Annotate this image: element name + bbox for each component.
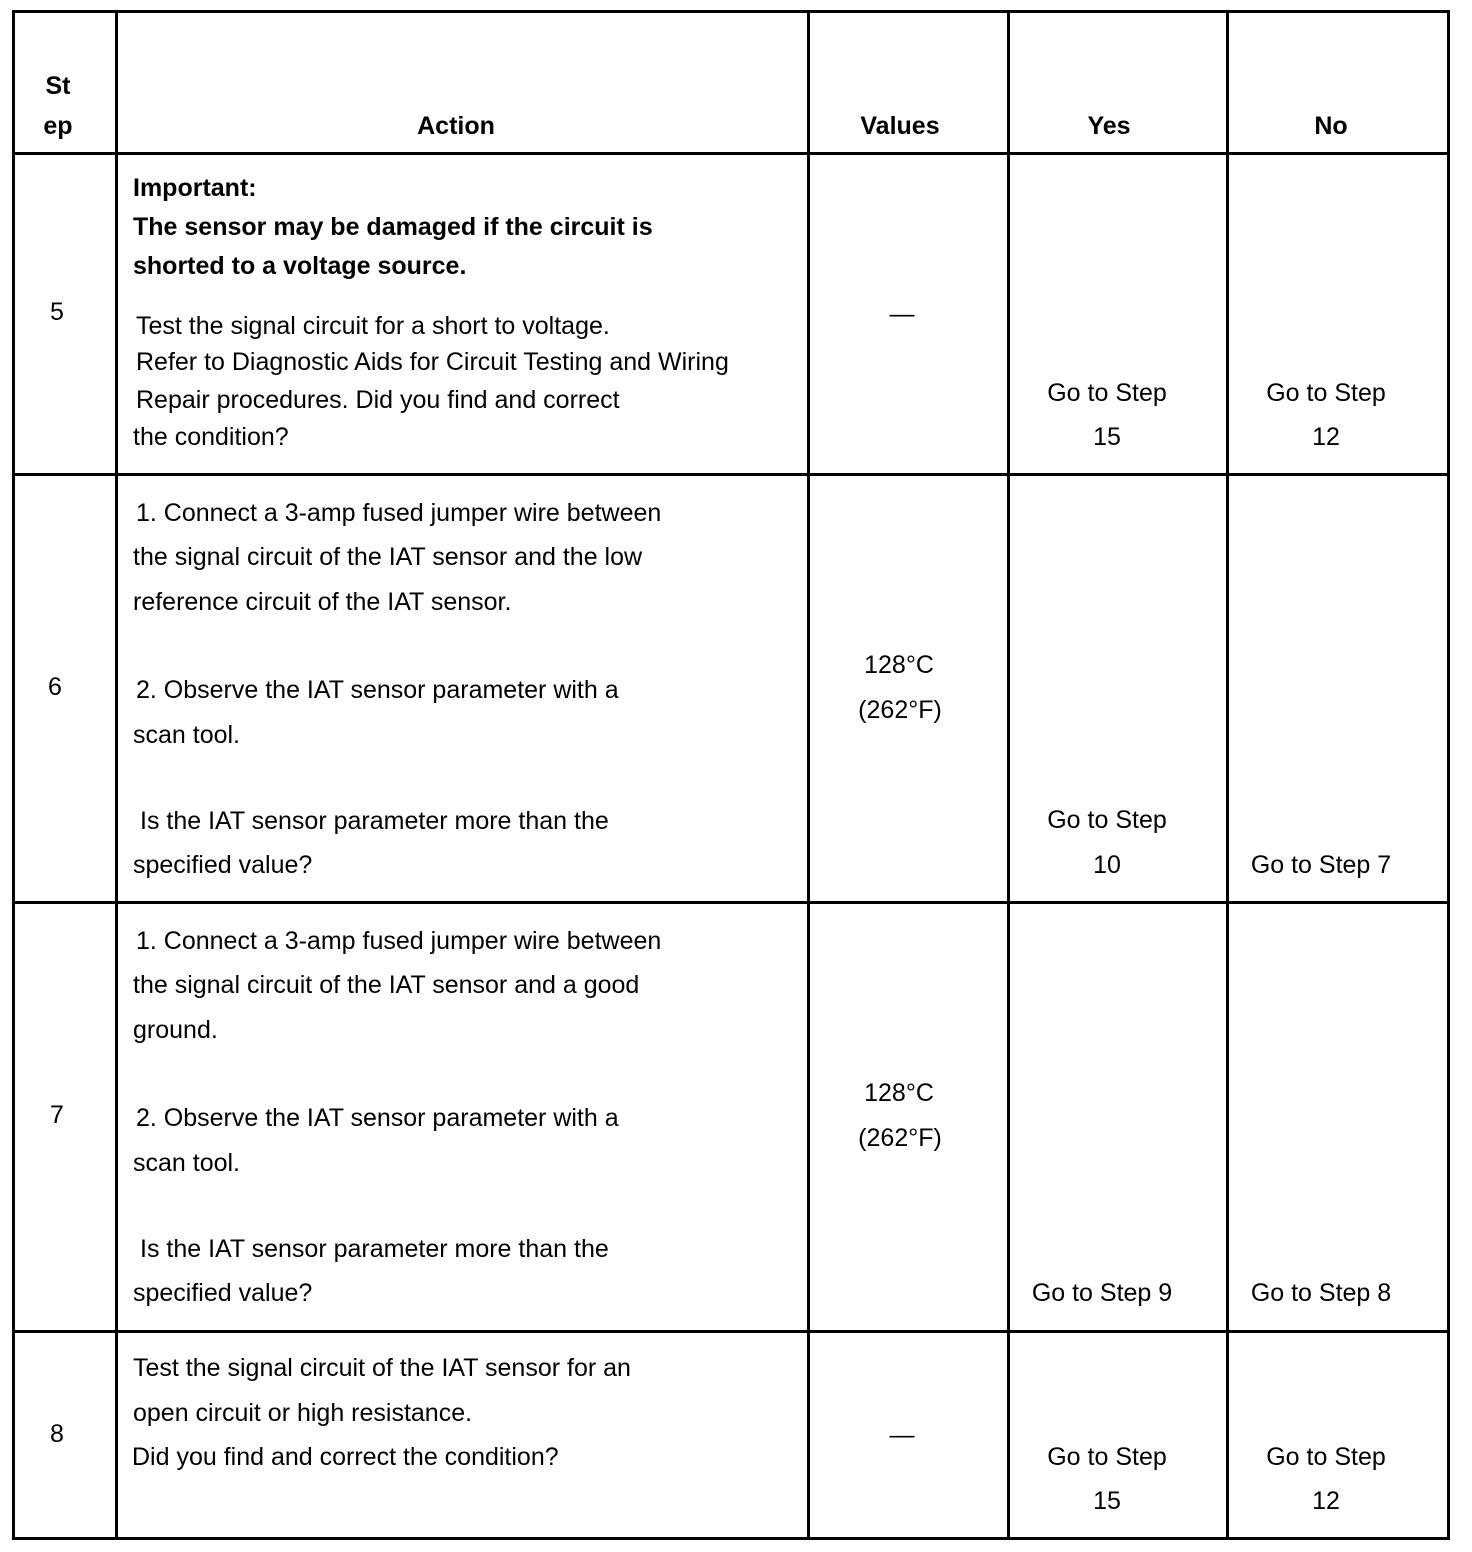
action-line: the signal circuit of the IAT sensor and a good	[133, 971, 640, 999]
value-dash: —	[889, 300, 915, 328]
col-divider	[1007, 13, 1010, 1537]
header-yes: Yes	[1087, 112, 1131, 140]
action-line: 1. Connect a 3-amp fused jumper wire between	[136, 927, 662, 955]
col-divider	[807, 13, 810, 1537]
step-number: 7	[50, 1101, 64, 1129]
yes-line: 10	[1093, 851, 1121, 879]
row-divider	[15, 1330, 1447, 1333]
action-line: the signal circuit of the IAT sensor and the low	[133, 543, 643, 571]
header-step-line1: St	[45, 72, 71, 100]
header-no: No	[1314, 112, 1348, 140]
yes-line: Go to Step	[1047, 1443, 1167, 1471]
action-line: 1. Connect a 3-amp fused jumper wire between	[136, 499, 662, 527]
no-line: Go to Step 7	[1250, 851, 1392, 879]
action-line: specified value?	[133, 1279, 313, 1307]
action-line: the condition?	[133, 423, 289, 451]
yes-line: 15	[1093, 423, 1121, 451]
no-line: Go to Step 8	[1250, 1279, 1392, 1307]
action-line: Test the signal circuit for a short to voltage.	[136, 312, 610, 340]
action-line: Is the IAT sensor parameter more than the	[140, 1235, 609, 1263]
row-divider	[15, 473, 1447, 476]
action-line: Repair procedures. Did you find and correct	[136, 386, 620, 414]
important-text-line: shorted to a voltage source.	[133, 252, 467, 280]
no-line: 12	[1312, 423, 1340, 451]
row-divider	[15, 152, 1447, 155]
step-number: 6	[48, 673, 62, 701]
col-divider	[115, 13, 118, 1537]
yes-line: Go to Step	[1047, 806, 1167, 834]
action-line: Test the signal circuit of the IAT sensor for an	[133, 1354, 631, 1382]
value-dash: —	[889, 1421, 915, 1449]
header-action: Action	[417, 112, 495, 140]
no-line: Go to Step	[1266, 379, 1386, 407]
yes-line: Go to Step	[1047, 379, 1167, 407]
action-line: scan tool.	[133, 721, 241, 749]
row-divider	[15, 901, 1447, 904]
col-divider	[1226, 13, 1229, 1537]
header-values: Values	[860, 112, 940, 140]
action-line: Did you find and correct the condition?	[132, 1443, 559, 1471]
important-label: Important:	[133, 174, 257, 202]
no-line: Go to Step	[1266, 1443, 1386, 1471]
step-number: 8	[50, 1420, 64, 1448]
no-line: 12	[1312, 1487, 1340, 1515]
header-step-line2: ep	[43, 112, 73, 140]
action-line: 2. Observe the IAT sensor parameter with a	[136, 676, 619, 704]
action-line: scan tool.	[133, 1149, 241, 1177]
value-line: 128°C	[864, 651, 934, 679]
action-line: Refer to Diagnostic Aids for Circuit Testing and Wiring	[136, 348, 729, 376]
important-text-line: The sensor may be damaged if the circuit is	[133, 213, 653, 241]
action-line: 2. Observe the IAT sensor parameter with a	[136, 1104, 619, 1132]
action-line: ground.	[133, 1016, 218, 1044]
action-line: Is the IAT sensor parameter more than the	[140, 807, 609, 835]
action-line: open circuit or high resistance.	[133, 1399, 473, 1427]
value-line: 128°C	[864, 1079, 934, 1107]
value-line: (262°F)	[858, 1124, 942, 1152]
action-line: specified value?	[133, 851, 313, 879]
value-line: (262°F)	[858, 696, 942, 724]
step-number: 5	[50, 298, 64, 326]
yes-line: Go to Step 9	[1031, 1279, 1173, 1307]
action-line: reference circuit of the IAT sensor.	[133, 588, 512, 616]
yes-line: 15	[1093, 1487, 1121, 1515]
